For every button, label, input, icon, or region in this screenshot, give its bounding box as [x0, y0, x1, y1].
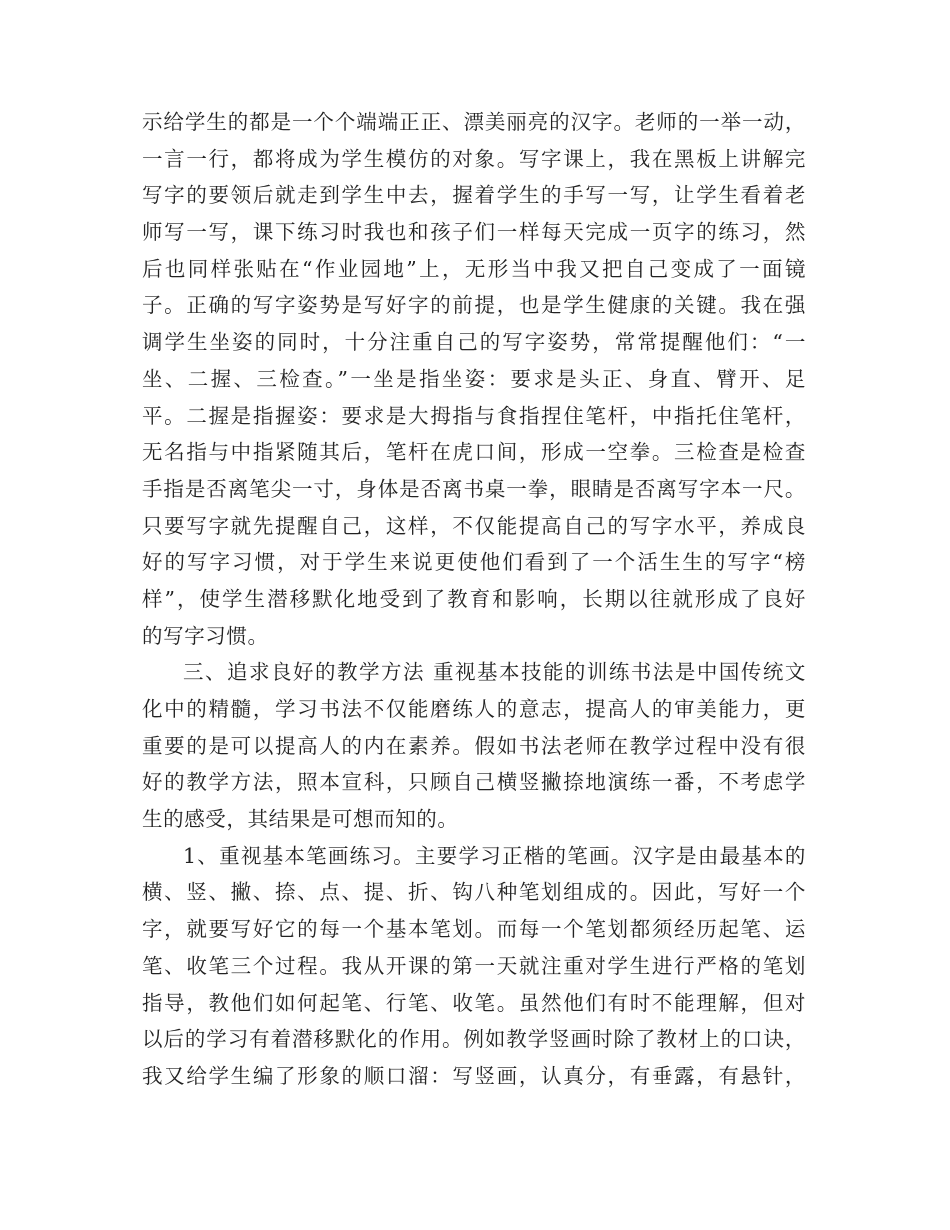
text-line: 平。二握是指握姿：要求是大拇指与食指捏住笔杆，中指托住笔杆， [142, 403, 806, 428]
paragraph-2 [142, 654, 806, 837]
text-line: 生的感受，其结果是可想而知的。 [142, 807, 459, 832]
text-line: 1、重视基本笔画练习。主要学习正楷的笔画。汉字是由最基本的 [183, 843, 806, 868]
text-line: 无名指与中指紧随其后，笔杆在虎口间，形成一空拳。三检查是检查 [142, 440, 806, 465]
text-line: 坐、二握、三检查。”一坐是指坐姿：要求是头正、身直、臂开、足 [142, 366, 806, 391]
text-line: 子。正确的写字姿势是写好字的前提，也是学生健康的关键。我在强 [142, 293, 806, 318]
paragraph-1 [142, 104, 806, 654]
text-line: 三、追求良好的教学方法 重视基本技能的训练书法是中国传统文 [183, 660, 806, 685]
text-line: 写字的要领后就走到学生中去，握着学生的手写一写，让学生看着老 [142, 183, 806, 208]
text-line: 师写一写，课下练习时我也和孩子们一样每天完成一页字的练习，然 [142, 220, 806, 245]
text-line: 后也同样张贴在“作业园地”上，无形当中我又把自己变成了一面镜 [142, 256, 806, 281]
text-line: 只要写字就先提醒自己，这样，不仅能提高自己的写字水平，养成良 [142, 513, 806, 538]
text-line: 以后的学习有着潜移默化的作用。例如教学竖画时除了教材上的口诀， [142, 1027, 806, 1052]
text-line: 我又给学生编了形象的顺口溜：写竖画，认真分，有垂露，有悬针， [142, 1063, 806, 1088]
text-line: 笔、收笔三个过程。我从开课的第一天就注重对学生进行严格的笔划 [142, 953, 806, 978]
text-line: 化中的精髓，学习书法不仅能磨练人的意志，提高人的审美能力，更 [142, 697, 806, 721]
text-line: 好的写字习惯，对于学生来说更使他们看到了一个活生生的写字“榜 [142, 550, 806, 575]
paragraph-3 [142, 838, 806, 1095]
text-line: 样”，使学生潜移默化地受到了教育和影响，长期以往就形成了良好 [142, 586, 806, 611]
text-line: 手指是否离笔尖一寸，身体是否离书桌一拳，眼睛是否离写字本一尺。 [142, 476, 806, 501]
text-line: 的写字习惯。 [142, 623, 269, 648]
text-line: 指导，教他们如何起笔、行笔、收笔。虽然他们有时不能理解，但对 [142, 990, 806, 1015]
text-line: 调学生坐姿的同时，十分注重自己的写字姿势，常常提醒他们：“一 [142, 330, 806, 355]
text-line: 字，就要写好它的每一个基本笔划。而每一个笔划都须经历起笔、运 [142, 917, 806, 942]
text-line: 好的教学方法，照本宣科，只顾自己横竖撇捺地演练一番，不考虑学 [142, 770, 806, 795]
document-body [142, 104, 806, 1095]
text-line: 重要的是可以提高人的内在素养。假如书法老师在教学过程中没有很 [142, 733, 806, 758]
text-line: 一言一行，都将成为学生模仿的对象。写字课上，我在黑板上讲解完 [142, 146, 806, 171]
text-line: 横、竖、撇、捺、点、提、折、钩八种笔划组成的。因此，写好一个 [142, 880, 806, 905]
text-line: 示给学生的都是一个个端端正正、漂美丽亮的汉字。老师的一举一动， [142, 110, 806, 134]
